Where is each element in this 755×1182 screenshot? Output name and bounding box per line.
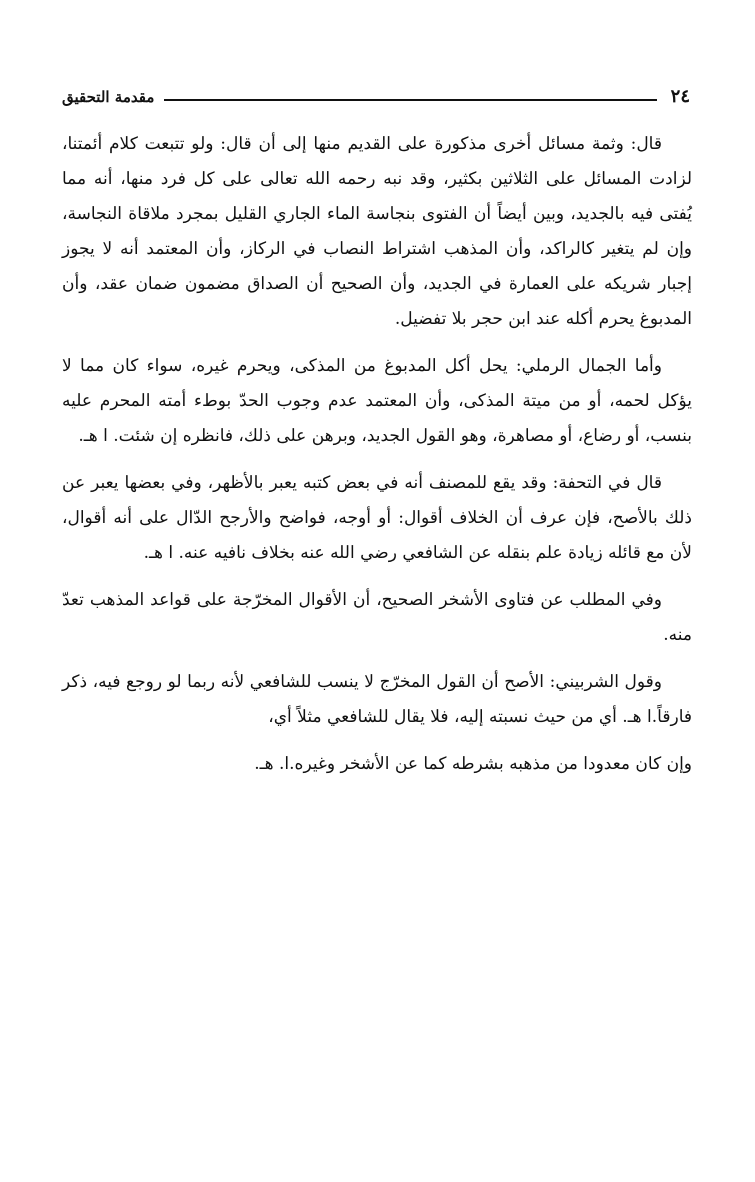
- page-number: ٢٤: [670, 86, 690, 107]
- paragraph-5: وقول الشربيني: الأصح أن القول المخرّج لا ينسب للشافعي لأنه ربما لو روجع فيه، ذكر فارقاً.ا هـ. أي من حيث نسبته إليه، فلا يقال للشافعي مثلاً أي،: [62, 672, 692, 727]
- paragraph-6: وإن كان معدودا من مذهبه بشرطه كما عن الأشخر وغيره.ا. هـ.: [254, 754, 692, 774]
- paragraph-3: قال في التحفة: وقد يقع للمصنف أنه في بعض كتبه يعبر بالأظهر، وفي بعضها يعبر عن ذلك بالأصح، فإن عرف أن الخلاف أقوال: أو أوجه، فواضح والأرجح الدّال على أنه أقوال، لأن مع قائله زيادة علم بنقله عن الشافعي رضي الله عنه بخلاف نافيه عنه. ا هـ.: [62, 473, 692, 563]
- paragraph-4: وفي المطلب عن فتاوى الأشخر الصحيح، أن الأقوال المخرّجة على قواعد المذهب تعدّ منه.: [62, 590, 692, 645]
- running-header: [62, 84, 690, 110]
- header-rule: [164, 99, 656, 101]
- paragraph-2: وأما الجمال الرملي: يحل أكل المدبوغ من المذكى، ويحرم غيره، سواء كان مما لا يؤكل لحمه، أو من ميتة المذكى، وأن المعتمد عدم وجوب الحدّ بوطء أمته المحرم عليه بنسب، أو رضاع، أو مصاهرة، وهو القول الجديد، وبرهن على ذلك، فانظره إن شئت. ا هـ.: [62, 356, 692, 446]
- running-title: مقدمة التحقيق: [62, 87, 155, 106]
- paragraph-1: قال: وثمة مسائل أخرى مذكورة على القديم منها إلى أن قال: ولو تتبعت كلام أئمتنا، لزادت المسائل على الثلاثين بكثير، وقد نبه رحمه الله تعالى على كل فرد منها، أنه مما يُفتى فيه بالجديد، وبين أيضاً أن الفتوى بنجاسة الماء الجاري القليل بمجرد ملاقاة النجاسة، وإن لم يتغير كالراكد، وأن المذهب اشتراط النصاب في الركاز، وأن المعتمد أنه لا يجوز إجبار شريكه على العمارة في الجديد، وأن الصحيح أن الصداق مضمون ضمان عقد، وأن المدبوغ يحرم أكله عند ابن حجر بلا تفضيل.: [62, 134, 692, 329]
- page-body: [62, 127, 692, 794]
